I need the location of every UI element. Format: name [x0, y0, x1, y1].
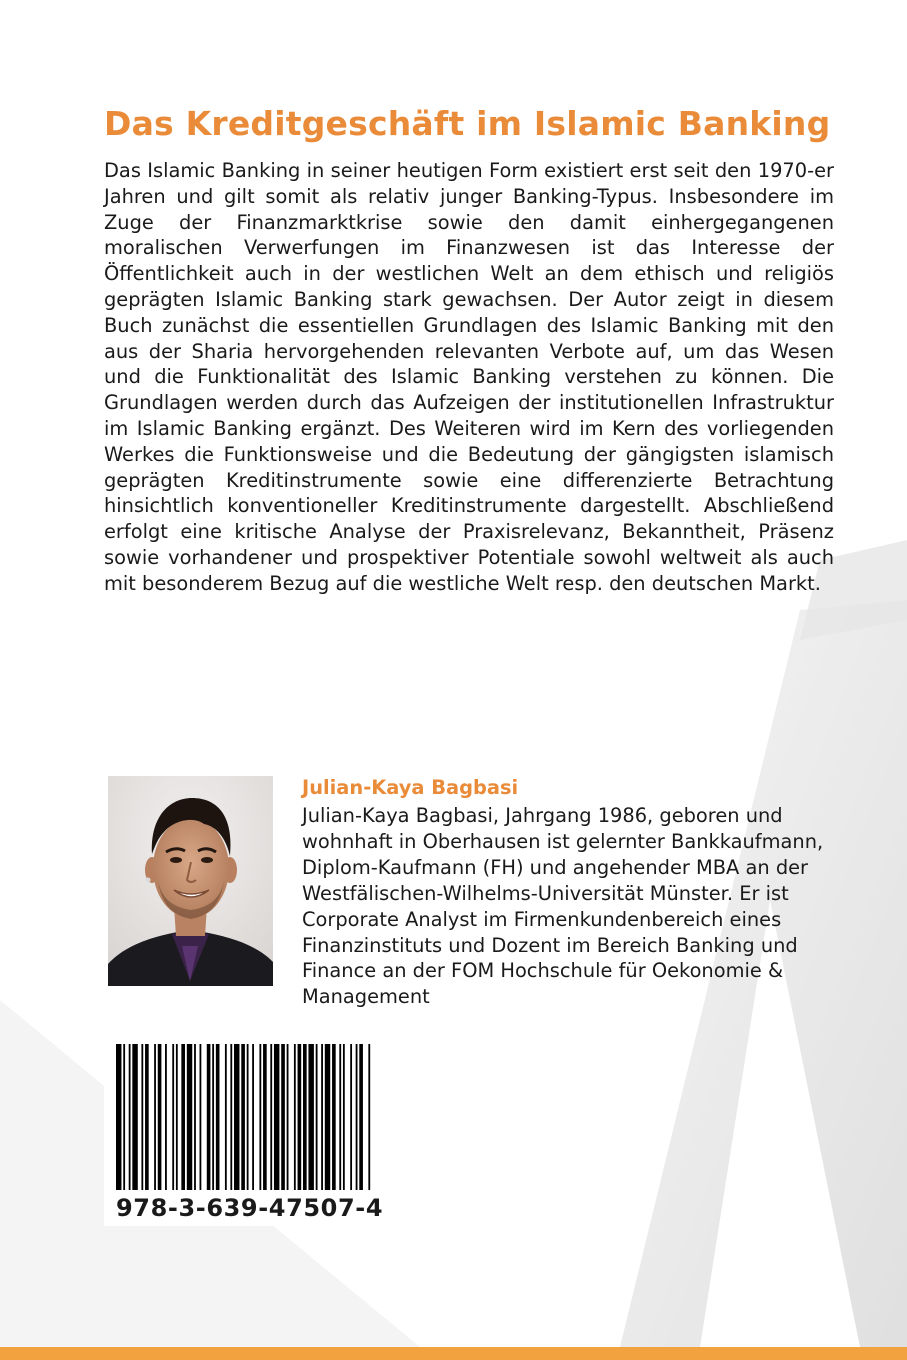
author-portrait-image: [108, 776, 273, 986]
barcode-bar: [123, 1044, 125, 1190]
barcode-bar: [154, 1044, 156, 1190]
barcode-bar: [132, 1044, 137, 1190]
barcode-bar: [294, 1044, 296, 1190]
barcode-bar: [281, 1044, 285, 1190]
barcode-bar: [241, 1044, 245, 1190]
barcode-bar: [141, 1044, 143, 1190]
barcode-bar: [165, 1044, 167, 1190]
barcode-bar: [359, 1044, 363, 1190]
barcode-bar: [234, 1044, 239, 1190]
bottom-accent-bar: [0, 1347, 907, 1360]
barcode-bar: [247, 1044, 249, 1190]
barcode-bar: [200, 1044, 202, 1190]
barcode-area: [104, 1030, 382, 1226]
barcode-bar: [116, 1044, 121, 1190]
barcode-bar: [230, 1044, 232, 1190]
barcode-bar: [298, 1044, 302, 1190]
barcode-bar: [350, 1044, 352, 1190]
barcode-bar: [308, 1044, 313, 1190]
barcode-bar: [356, 1044, 358, 1190]
barcode-bar: [339, 1044, 341, 1190]
barcode-bar: [158, 1044, 162, 1190]
isbn-barcode: [116, 1044, 372, 1190]
barcode-bar: [321, 1044, 323, 1190]
barcode-bar: [212, 1044, 214, 1190]
barcode-bar: [287, 1044, 289, 1190]
barcode-bar: [270, 1044, 272, 1190]
barcode-bar: [263, 1044, 267, 1190]
isbn-number: 978-3-639-47507-4: [116, 1194, 384, 1222]
barcode-bar: [172, 1044, 174, 1190]
barcode-bar: [176, 1044, 178, 1190]
author-photo: [108, 776, 273, 986]
barcode-bar: [145, 1044, 149, 1190]
author-name: Julian-Kaya Bagbasi: [302, 776, 519, 799]
barcode-bar: [225, 1044, 227, 1190]
barcode-bar: [368, 1044, 370, 1190]
barcode-bar: [325, 1044, 330, 1190]
barcode-bar: [181, 1044, 185, 1190]
barcode-bar: [216, 1044, 220, 1190]
barcode-bar: [129, 1044, 131, 1190]
barcode-bar: [343, 1044, 345, 1190]
barcode-bar: [332, 1044, 336, 1190]
barcode-bar: [207, 1044, 211, 1190]
book-description: Das Islamic Banking in seiner heutigen Form existiert erst seit den 1970-er Jahren und gilt somit als relativ junger Banking-Typus. Insbesondere im Zuge der Finanzmarktkrise sowie den damit einhergegangenen moralischen Verwerfungen im Finanzwesen ist das Interesse der Öffentlichkeit auch in der westlichen Welt an dem ethisch und religiös geprägten Islamic Banking stark gewachsen. Der Autor zeigt in diesem Buch zunächst die essentiellen Grundlagen des Islamic Banking mit den aus der Sharia hervorgehenden relevanten Verbote auf, um das Wesen und die Funktionalität des Islamic Banking verstehen zu können. Die Grundlagen werden durch das Aufzeigen der institutionellen Infrastruktur im Islamic Banking ergänzt. Des Weiteren wird im Kern des vorliegenden Werkes die Funktionsweise und die Bedeutung der gängigsten islamisch geprägten Kreditinstrumente sowie eine differenzierte Betrachtung hinsichtlich konventioneller Kreditinstrumente dargestellt. Abschließend erfolgt eine kritische Analyse der Praxisrelevanz, Bekanntheit, Präsenz sowie vorhandener und prospektiver Potentiale sowohl weltweit als auch mit besonderem Bezug auf die westliche Welt resp. den deutschen Markt.: [104, 159, 834, 595]
barcode-bar: [187, 1044, 192, 1190]
author-bio: Julian-Kaya Bagbasi, Jahrgang 1986, geboren und wohnhaft in Oberhausen ist gelernter Bankkaufmann, Diplom-Kaufmann (FH) und angehender MBA an der Westfälischen-Wilhelms-Universität Münster. Er ist Corporate Analyst im Firmenkundenbereich eines Finanzinstituts und Dozent im Bereich Banking und Finance an der FOM Hochschule für Oekonomie & Management: [302, 804, 824, 1009]
barcode-bar: [274, 1044, 279, 1190]
barcode-bar: [252, 1044, 254, 1190]
book-title: Das Kreditgeschäft im Islamic Banking: [104, 104, 831, 143]
barcode-bar: [303, 1044, 307, 1190]
barcode-bar: [316, 1044, 318, 1190]
barcode-bar: [259, 1044, 261, 1190]
barcode-bar: [194, 1044, 196, 1190]
